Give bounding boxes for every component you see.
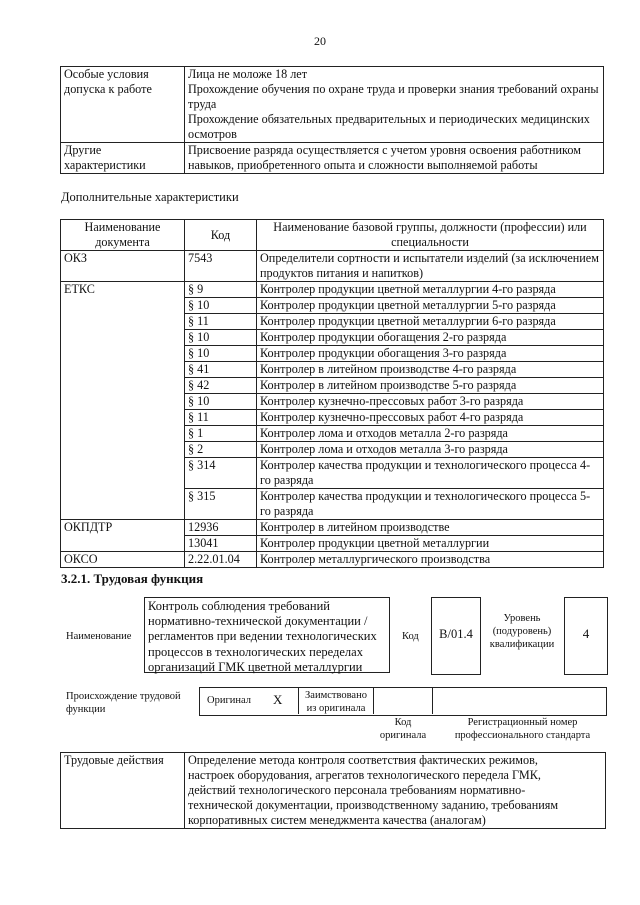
header-code: Код	[185, 220, 257, 251]
code-cell: § 2	[185, 442, 257, 458]
code-cell: § 1	[185, 426, 257, 442]
row-content	[185, 753, 606, 829]
table-row	[61, 143, 604, 174]
table-row	[61, 753, 606, 829]
name-line: процессов в технологических переделах	[148, 644, 363, 659]
name-cell: Контролер продукции цветной металлургии 4-го разряда	[257, 282, 604, 298]
line: Прохождение обязательных предварительных и периодических медицинских осмотров	[188, 112, 590, 141]
admission-conditions-table	[60, 66, 604, 174]
name-cell: Контролер в литейном производстве 5-го разряда	[257, 378, 604, 394]
action-line: корпоративных систем менеджмента качества (аналогам)	[188, 813, 486, 827]
borrowed-line: Заимствовано	[305, 690, 367, 701]
code-cell: 12936	[185, 520, 257, 536]
code-cell: 7543	[185, 251, 257, 282]
code-cell: § 9	[185, 282, 257, 298]
row-label: Другие характеристики	[61, 143, 185, 174]
header-name: Наименование базовой группы, должности (профессии) или специальности	[257, 220, 604, 251]
table-body	[61, 251, 604, 568]
action-line: технической документации, производственному заданию, требованиям	[188, 798, 559, 812]
name-cell: Контролер металлургического производства	[257, 552, 604, 568]
level-label-line: Уровень	[503, 613, 541, 624]
name-cell: Контролер продукции обогащения 2-го разряда	[257, 330, 604, 346]
origin-box	[199, 687, 607, 716]
name-cell: Определители сортности и испытатели изделий (за исключением продуктов питания и напитков)	[257, 251, 604, 282]
code-cell: § 11	[185, 314, 257, 330]
name-cell: Контролер в литейном производстве	[257, 520, 604, 536]
function-code-box: B/01.4	[431, 597, 481, 675]
name-line: Контроль соблюдения требований	[148, 599, 330, 613]
caption-line: профессионального стандарта	[454, 730, 591, 741]
level-label-line: квалификации	[489, 639, 555, 650]
code-label: Код	[402, 631, 419, 642]
original-mark: X	[273, 692, 283, 707]
row-content	[185, 67, 604, 143]
line: Присвоение разряда осуществляется с учетом уровня освоения работником навыков, приобретенного опыта и сложности выполняемой работы	[188, 143, 581, 172]
name-cell: Контролер в литейном производстве 4-го разряда	[257, 362, 604, 378]
code-cell: § 314	[185, 458, 257, 489]
function-name-box	[144, 597, 390, 673]
line: Прохождение обучения по охране труда и проверки знания требований охраны труда	[188, 82, 599, 111]
name-cell: Контролер лома и отходов металла 3-го разряда	[257, 442, 604, 458]
table-header-row	[61, 220, 604, 251]
table-row	[61, 67, 604, 143]
name-cell: Контролер кузнечно-прессовых работ 3-го разряда	[257, 394, 604, 410]
reg-number-caption	[440, 716, 605, 742]
name-cell: Контролер продукции обогащения 3-го разряда	[257, 346, 604, 362]
code-cell: § 10	[185, 394, 257, 410]
name-line: регламентов при ведении технологических	[148, 629, 377, 644]
page-number: 20	[314, 34, 326, 48]
code-cell: § 10	[185, 330, 257, 346]
name-line: организаций ГМК цветной металлургии	[148, 659, 363, 674]
line: Лица не моложе 18 лет	[188, 67, 308, 81]
table-row	[61, 552, 604, 568]
name-cell: Контролер лома и отходов металла 2-го разряда	[257, 426, 604, 442]
code-cell: § 10	[185, 298, 257, 314]
level-label-line: (подуровень)	[492, 626, 552, 637]
level-value-box: 4	[564, 597, 608, 675]
table-row	[61, 282, 604, 298]
name-cell: Контролер продукции цветной металлургии 5-го разряда	[257, 298, 604, 314]
action-line: настроек оборудования, агрегатов технологического передела ГМК,	[188, 768, 541, 782]
origin-divider	[432, 687, 433, 714]
borrowed-line: из оригинала	[306, 703, 366, 714]
additional-title: Дополнительные характеристики	[61, 190, 239, 204]
code-cell: § 11	[185, 410, 257, 426]
name-cell: Контролер продукции цветной металлургии	[257, 536, 604, 552]
origin-divider	[298, 687, 299, 714]
row-label: Трудовые действия	[61, 753, 185, 829]
caption-line: Регистрационный номер	[467, 717, 578, 728]
origin-label-line: функции	[66, 704, 106, 715]
code-cell: § 42	[185, 378, 257, 394]
level-label	[484, 612, 560, 651]
name-label: Наименование	[66, 631, 132, 642]
caption-line: оригинала	[379, 730, 427, 741]
origin-label-line: Происхождение трудовой	[66, 691, 181, 702]
action-line: действий технологического персонала требованиям нормативно-	[188, 783, 526, 797]
doc-cell: ОКЗ	[61, 251, 185, 282]
original-label: Оригинал	[207, 695, 251, 706]
doc-cell: ОКСО	[61, 552, 185, 568]
name-line: нормативно-технической документации /	[148, 614, 368, 629]
header-doc: Наименование документа	[61, 220, 185, 251]
code-cell: § 41	[185, 362, 257, 378]
code-cell: § 10	[185, 346, 257, 362]
row-content	[185, 143, 604, 174]
code-original-caption	[373, 716, 433, 742]
table-row	[61, 520, 604, 536]
action-line: Определение метода контроля соответствия фактических режимов,	[188, 753, 538, 767]
name-cell: Контролер продукции цветной металлургии 6-го разряда	[257, 314, 604, 330]
origin-label	[66, 690, 181, 716]
additional-characteristics-table	[60, 219, 604, 568]
doc-cell: ОКПДТР	[61, 520, 185, 552]
doc-cell: ЕТКС	[61, 282, 185, 520]
caption-line: Код	[394, 717, 412, 728]
function-title: 3.2.1. Трудовая функция	[61, 571, 204, 586]
name-cell: Контролер качества продукции и технологического процесса 5-го разряда	[257, 489, 604, 520]
name-cell: Контролер кузнечно-прессовых работ 4-го разряда	[257, 410, 604, 426]
code-cell: 13041	[185, 536, 257, 552]
table-row	[61, 251, 604, 282]
origin-divider	[373, 687, 374, 714]
name-cell: Контролер качества продукции и технологического процесса 4-го разряда	[257, 458, 604, 489]
labor-actions-table	[60, 752, 606, 829]
row-label: Особые условия допуска к работе	[61, 67, 185, 143]
code-cell: § 315	[185, 489, 257, 520]
code-cell: 2.22.01.04	[185, 552, 257, 568]
borrowed-label	[300, 689, 372, 715]
